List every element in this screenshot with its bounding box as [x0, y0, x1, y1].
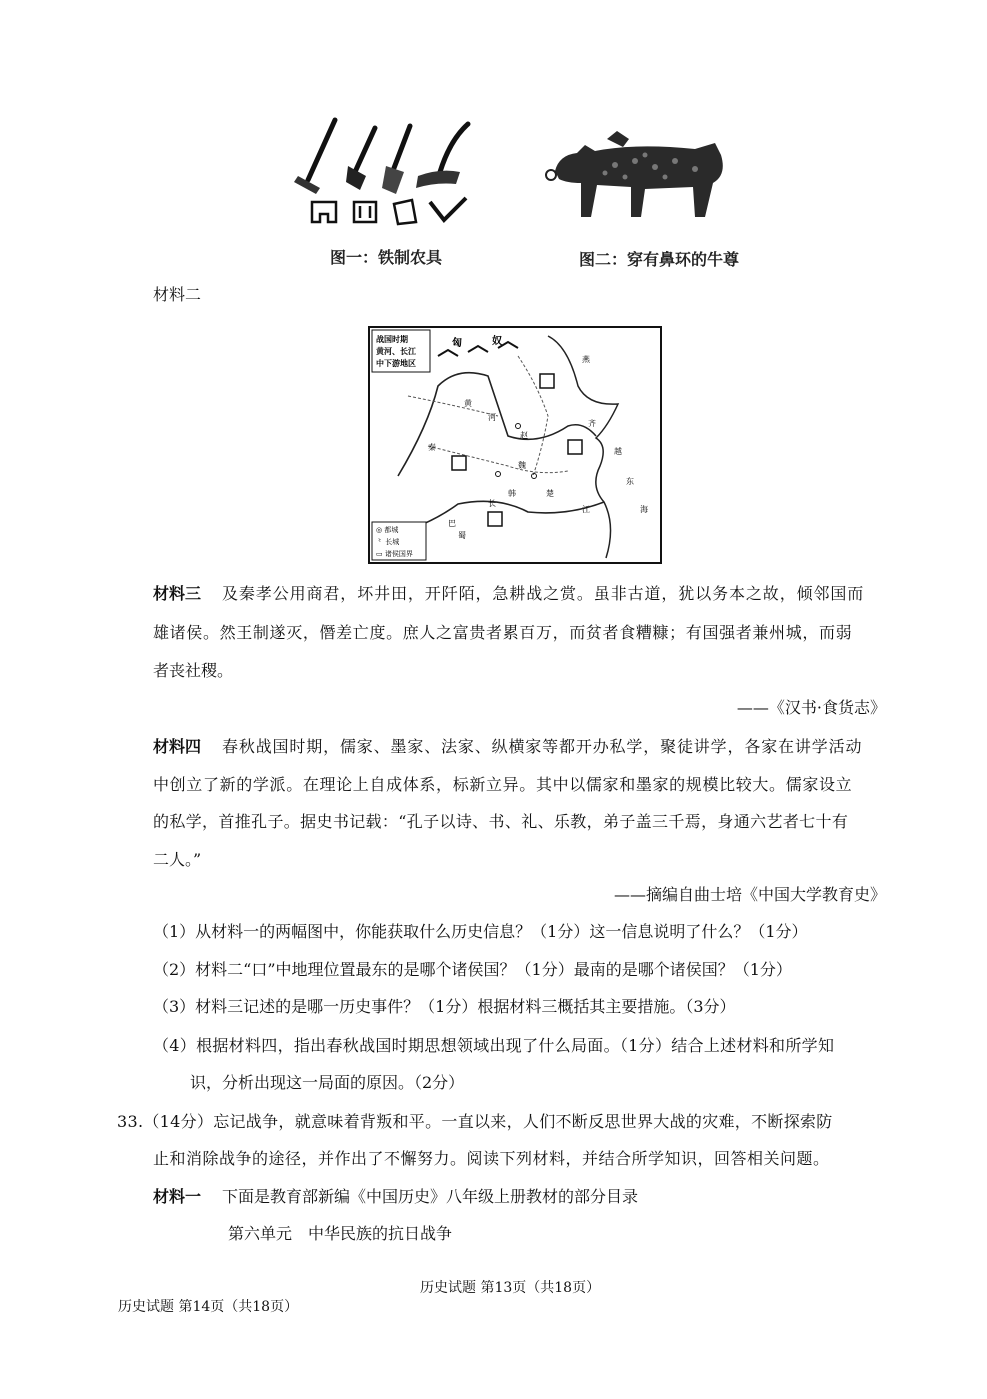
figure1-caption: 图一：铁制农具: [330, 248, 443, 267]
map-place-qi: 齐: [588, 419, 596, 428]
map-blank-box-2: [568, 440, 582, 454]
map-blank-box-1: [540, 374, 554, 388]
map-river-label-3: 长: [488, 499, 496, 508]
q33-unit-heading: 第六单元 中华民族的抗日战争: [228, 1224, 453, 1243]
map-legend-title-2: 黄河、长江: [376, 347, 416, 356]
map-place-dong: 东: [626, 477, 634, 486]
material4-line3: 的私学，首推孔子。据史书记载：“孔子以诗、书、礼、乐教，弟子盖三千焉，身通六艺者七十有: [153, 812, 849, 831]
question-4-line1: （4）根据材料四，指出春秋战国时期思想领域出现了什么局面。（1分）结合上述材料和所学知: [153, 1036, 835, 1055]
material4-label: 材料四: [153, 737, 202, 756]
map-legend-item-1: ◎ 都城: [376, 526, 399, 534]
figure-iron-tools: [290, 110, 480, 230]
material3-line3: 者丧社稷。: [153, 661, 234, 680]
map-place-zhao: 赵: [520, 431, 528, 440]
map-legend-item-2: ⺀ 长城: [376, 538, 400, 546]
question-3: （3）材料三记述的是哪一历史事件？（1分）根据材料三概括其主要措施。（3分）: [153, 997, 736, 1016]
q33-material1-text: 下面是教育部新编《中国历史》八年级上册教材的部分目录: [222, 1187, 639, 1206]
iron-tools-illustration: [290, 110, 480, 230]
question-4-line2: 识，分析出现这一局面的原因。（2分）: [190, 1073, 465, 1092]
map-river-label-1: 黄: [464, 399, 472, 408]
map-label-nu: 奴: [492, 336, 502, 347]
q33-line1: 33.（14分）忘记战争，就意味着背叛和平。一直以来，人们不断反思世界大战的灾难，不断探索防: [117, 1112, 833, 1131]
map-place-ba: 巴: [448, 519, 456, 528]
material3-line1: 及秦孝公用商君，坏井田，开阡陌，急耕战之赏。虽非古道，犹以务本之故，倾邻国而: [222, 584, 865, 603]
map-svg: [368, 326, 662, 564]
q33-line2: 止和消除战争的途径，并作出了不懈努力。阅读下列材料，并结合所学知识，回答相关问题。: [153, 1149, 830, 1168]
map-legend-item-3: ▭ 诸侯国界: [376, 550, 413, 558]
map-river-label-2: 河: [488, 413, 496, 422]
map-label-xiong: 匈: [452, 338, 462, 349]
question-2: （2）材料二“口”中地理位置最东的是哪个诸侯国？（1分）最南的是哪个诸侯国？（1分）: [153, 960, 792, 979]
map-legend-title-3: 中下游地区: [376, 359, 416, 368]
ox-vessel-illustration: [545, 125, 735, 225]
map-legend-title-1: 战国时期: [376, 335, 408, 344]
material4-line1: 春秋战国时期，儒家、墨家、法家、纵横家等都开办私学，聚徒讲学，各家在讲学活动: [222, 737, 863, 756]
map-blank-box-4: [488, 512, 502, 526]
map-place-shu: 蜀: [458, 531, 466, 540]
figure2-caption: 图二：穿有鼻环的牛尊: [579, 250, 740, 269]
map-place-qin: 秦: [428, 443, 436, 452]
material3-label: 材料三: [153, 584, 202, 603]
map-place-yan: 燕: [582, 355, 590, 364]
warring-states-map: [368, 326, 662, 564]
map-place-hai: 海: [640, 505, 648, 514]
footer-center: 历史试题 第13页（共18页）: [420, 1280, 601, 1296]
map-river-label-4: 江: [582, 505, 590, 514]
material2-label: 材料二: [153, 285, 202, 304]
map-place-wei: 魏: [518, 461, 526, 470]
material4-line4: 二人。”: [153, 850, 202, 869]
material3-source: ——《汉书·食货志》: [736, 698, 886, 717]
material3-line2: 雄诸侯。然王制遂灭，僭差亡度。庶人之富贵者累百万，而贫者食糟糠；有国强者兼州城，而弱: [153, 623, 853, 642]
map-place-han: 韩: [508, 489, 516, 498]
material4-source: ——摘编自曲士培《中国大学教育史》: [613, 885, 886, 904]
material4-line2: 中创立了新的学派。在理论上自成体系，标新立异。其中以儒家和墨家的规模比较大。儒家设立: [153, 775, 853, 794]
map-blank-box-3: [452, 456, 466, 470]
map-place-chu: 楚: [546, 489, 554, 498]
q33-material1-label: 材料一: [153, 1187, 202, 1206]
footer-left: 历史试题 第14页（共18页）: [118, 1299, 299, 1315]
map-place-yue: 越: [614, 447, 622, 456]
figure-ox-vessel: [545, 125, 735, 225]
question-1: （1）从材料一的两幅图中，你能获取什么历史信息？（1分）这一信息说明了什么？（1分）: [153, 922, 808, 941]
